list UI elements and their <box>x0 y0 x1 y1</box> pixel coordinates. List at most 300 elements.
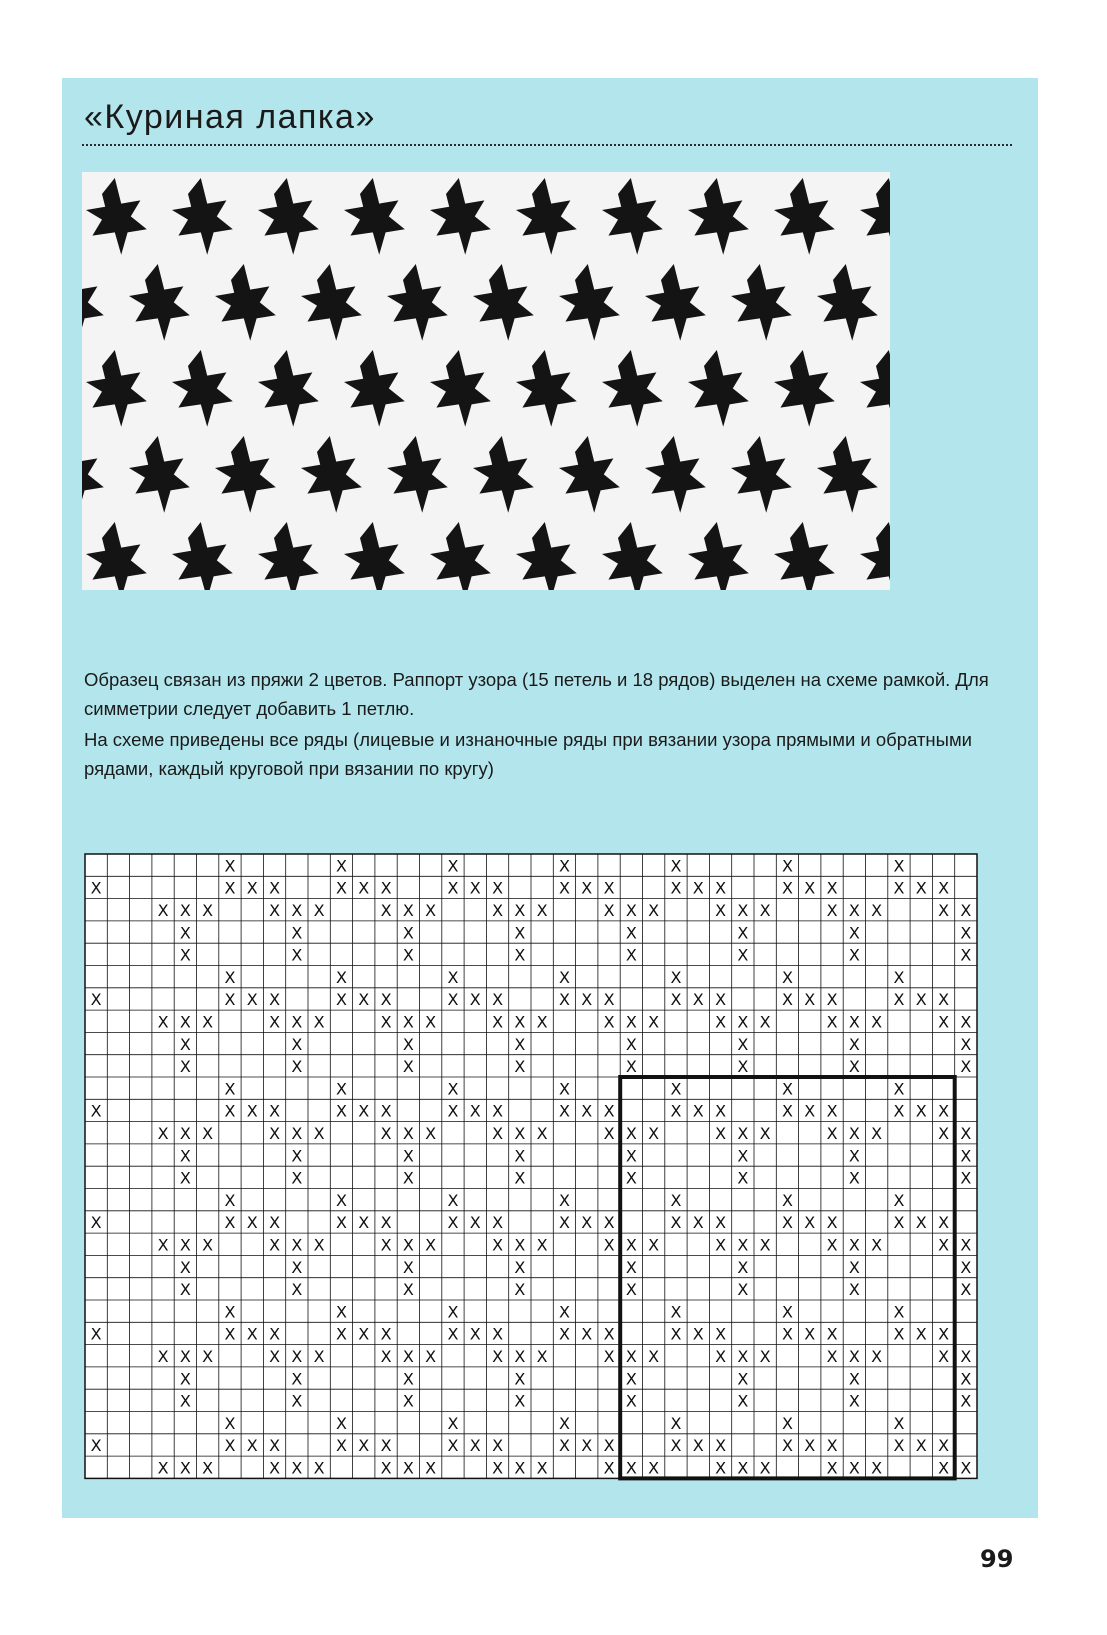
chart-cell-mark: X <box>692 1101 704 1121</box>
chart-cell-mark: X <box>960 1034 972 1054</box>
chart-cell-mark: X <box>692 1213 704 1233</box>
chart-cell-mark: X <box>581 1213 593 1233</box>
chart-cell-mark: X <box>781 967 793 987</box>
chart-cell-mark: X <box>804 1324 816 1344</box>
chart-cell-mark: X <box>938 878 950 898</box>
chart-cell-mark: X <box>960 1146 972 1166</box>
chart-cell-mark: X <box>402 1458 414 1478</box>
chart-cell-mark: X <box>558 856 570 876</box>
chart-cell-mark: X <box>269 1346 281 1366</box>
chart-cell-mark: X <box>291 1346 303 1366</box>
chart-cell-mark: X <box>781 1324 793 1344</box>
chart-cell-mark: X <box>603 1012 615 1032</box>
chart-cell-mark: X <box>737 1369 749 1389</box>
chart-cell-mark: X <box>625 1391 637 1411</box>
chart-cell-mark: X <box>246 878 258 898</box>
chart-cell-mark: X <box>179 1012 191 1032</box>
chart-cell-mark: X <box>848 1458 860 1478</box>
chart-cell-mark: X <box>893 967 905 987</box>
chart-cell-mark: X <box>581 1324 593 1344</box>
chart-cell-mark: X <box>715 1235 727 1255</box>
chart-cell-mark: X <box>380 1213 392 1233</box>
chart-cell-mark: X <box>938 900 950 920</box>
chart-cell-mark: X <box>915 990 927 1010</box>
chart-cell-mark: X <box>603 1324 615 1344</box>
chart-cell-mark: X <box>558 1190 570 1210</box>
chart-cell-mark: X <box>625 945 637 965</box>
chart-cell-mark: X <box>380 1458 392 1478</box>
chart-cell-mark: X <box>514 1235 526 1255</box>
chart-cell-mark: X <box>402 1123 414 1143</box>
chart-cell-mark: X <box>893 1213 905 1233</box>
chart-cell-mark: X <box>759 1458 771 1478</box>
chart-cell-mark: X <box>269 1123 281 1143</box>
chart-cell-mark: X <box>492 990 504 1010</box>
chart-cell-mark: X <box>804 1213 816 1233</box>
chart-cell-mark: X <box>603 990 615 1010</box>
chart-cell-mark: X <box>871 1123 883 1143</box>
chart-cell-mark: X <box>514 1012 526 1032</box>
chart-cell-mark: X <box>893 878 905 898</box>
chart-cell-mark: X <box>402 945 414 965</box>
chart-cell-mark: X <box>402 1034 414 1054</box>
chart-cell-mark: X <box>938 1436 950 1456</box>
chart-cell-mark: X <box>313 1123 325 1143</box>
chart-cell-mark: X <box>179 1123 191 1143</box>
chart-cell-mark: X <box>224 1324 236 1344</box>
chart-cell-mark: X <box>447 967 459 987</box>
chart-cell-mark: X <box>804 1101 816 1121</box>
chart-cell-mark: X <box>715 900 727 920</box>
chart-cell-mark: X <box>938 1123 950 1143</box>
chart-cell-mark: X <box>893 1413 905 1433</box>
chart-cell-mark: X <box>179 1458 191 1478</box>
chart-cell-mark: X <box>648 1346 660 1366</box>
chart-cell-mark: X <box>804 1436 816 1456</box>
chart-cell-mark: X <box>603 1235 615 1255</box>
chart-cell-mark: X <box>202 1123 214 1143</box>
chart-cell-mark: X <box>224 967 236 987</box>
chart-cell-mark: X <box>759 1235 771 1255</box>
chart-cell-mark: X <box>447 1302 459 1322</box>
chart-cell-mark: X <box>915 1436 927 1456</box>
chart-cell-mark: X <box>938 1346 950 1366</box>
chart-cell-mark: X <box>715 1324 727 1344</box>
chart-cell-mark: X <box>670 967 682 987</box>
chart-cell-mark: X <box>224 1079 236 1099</box>
chart-cell-mark: X <box>246 1213 258 1233</box>
chart-cell-mark: X <box>269 1101 281 1121</box>
chart-cell-mark: X <box>848 1012 860 1032</box>
chart-cell-mark: X <box>447 1213 459 1233</box>
chart-cell-mark: X <box>469 1101 481 1121</box>
chart-cell-mark: X <box>492 1324 504 1344</box>
chart-cell-mark: X <box>737 1168 749 1188</box>
chart-cell-mark: X <box>737 1012 749 1032</box>
chart-cell-mark: X <box>715 1436 727 1456</box>
chart-cell-mark: X <box>625 1235 637 1255</box>
chart-cell-mark: X <box>915 1101 927 1121</box>
chart-cell-mark: X <box>291 945 303 965</box>
chart-cell-mark: X <box>269 1235 281 1255</box>
chart-cell-mark: X <box>938 1101 950 1121</box>
chart-cell-mark: X <box>447 1324 459 1344</box>
chart-cell-mark: X <box>90 1101 102 1121</box>
knitting-chart <box>84 853 980 1481</box>
chart-cell-mark: X <box>581 1101 593 1121</box>
chart-cell-mark: X <box>625 1280 637 1300</box>
chart-cell-mark: X <box>603 1213 615 1233</box>
chart-cell-mark: X <box>938 1458 950 1478</box>
chart-cell-mark: X <box>536 1458 548 1478</box>
chart-cell-mark: X <box>692 990 704 1010</box>
chart-cell-mark: X <box>358 1436 370 1456</box>
chart-cell-mark: X <box>960 1346 972 1366</box>
chart-cell-mark: X <box>960 945 972 965</box>
chart-cell-mark: X <box>514 1146 526 1166</box>
chart-cell-mark: X <box>826 1012 838 1032</box>
chart-cell-mark: X <box>781 1302 793 1322</box>
chart-cell-mark: X <box>603 1123 615 1143</box>
chart-cell-mark: X <box>313 900 325 920</box>
chart-cell-mark: X <box>826 900 838 920</box>
chart-cell-mark: X <box>380 990 392 1010</box>
chart-cell-mark: X <box>848 1369 860 1389</box>
chart-cell-mark: X <box>380 878 392 898</box>
chart-cell-mark: X <box>402 1346 414 1366</box>
chart-cell-mark: X <box>335 1079 347 1099</box>
chart-cell-mark: X <box>781 1436 793 1456</box>
chart-cell-mark: X <box>90 1436 102 1456</box>
chart-cell-mark: X <box>737 1146 749 1166</box>
chart-cell-mark: X <box>157 1123 169 1143</box>
chart-cell-mark: X <box>492 1436 504 1456</box>
chart-cell-mark: X <box>358 1101 370 1121</box>
chart-cell-mark: X <box>848 945 860 965</box>
chart-cell-mark: X <box>358 1213 370 1233</box>
chart-cell-mark: X <box>291 1012 303 1032</box>
chart-cell-mark: X <box>402 923 414 943</box>
chart-cell-mark: X <box>402 1235 414 1255</box>
chart-cell-mark: X <box>402 1168 414 1188</box>
chart-cell-mark: X <box>269 1324 281 1344</box>
chart-cell-mark: X <box>625 1146 637 1166</box>
chart-cell-mark: X <box>313 1458 325 1478</box>
chart-cell-mark: X <box>625 1123 637 1143</box>
chart-cell-mark: X <box>737 945 749 965</box>
chart-cell-mark: X <box>715 1213 727 1233</box>
chart-cell-mark: X <box>737 900 749 920</box>
chart-cell-mark: X <box>179 1168 191 1188</box>
chart-cell-mark: X <box>625 900 637 920</box>
chart-cell-mark: X <box>737 1391 749 1411</box>
chart-cell-mark: X <box>492 1346 504 1366</box>
chart-cell-mark: X <box>558 1436 570 1456</box>
chart-cell-mark: X <box>224 1302 236 1322</box>
chart-cell-mark: X <box>447 990 459 1010</box>
chart-cell-mark: X <box>514 1458 526 1478</box>
chart-cell-mark: X <box>826 1346 838 1366</box>
chart-cell-mark: X <box>625 1346 637 1366</box>
chart-cell-mark: X <box>179 1369 191 1389</box>
chart-cell-mark: X <box>826 1458 838 1478</box>
chart-cell-mark: X <box>625 1257 637 1277</box>
chart-cell-mark: X <box>848 1235 860 1255</box>
chart-cell-mark: X <box>469 990 481 1010</box>
chart-cell-mark: X <box>915 1324 927 1344</box>
chart-cell-mark: X <box>558 967 570 987</box>
chart-cell-mark: X <box>402 1146 414 1166</box>
chart-cell-mark: X <box>648 1235 660 1255</box>
chart-cell-mark: X <box>759 1346 771 1366</box>
chart-cell-mark: X <box>402 1369 414 1389</box>
chart-cell-mark: X <box>202 1012 214 1032</box>
chart-cell-mark: X <box>536 900 548 920</box>
chart-cell-mark: X <box>558 990 570 1010</box>
chart-cell-mark: X <box>335 990 347 1010</box>
chart-cell-mark: X <box>692 1436 704 1456</box>
chart-cell-mark: X <box>759 1123 771 1143</box>
chart-cell-mark: X <box>157 1235 169 1255</box>
chart-cell-mark: X <box>514 1123 526 1143</box>
chart-cell-mark: X <box>224 1190 236 1210</box>
description-paragraph-1: Образец связан из пряжи 2 цветов. Раппорт узора (15 петель и 18 рядов) выделен на схеме рамкой. Для симметрии следует добавить 1 петлю. <box>84 669 989 719</box>
chart-cell-mark: X <box>269 1436 281 1456</box>
chart-cell-mark: X <box>558 1413 570 1433</box>
chart-cell-mark: X <box>447 856 459 876</box>
chart-cell-mark: X <box>269 990 281 1010</box>
chart-cell-mark: X <box>492 1213 504 1233</box>
chart-cell-mark: X <box>960 1012 972 1032</box>
chart-cell-mark: X <box>90 1324 102 1344</box>
chart-cell-mark: X <box>514 1257 526 1277</box>
chart-cell-mark: X <box>335 1213 347 1233</box>
chart-cell-mark: X <box>848 1280 860 1300</box>
chart-cell-mark: X <box>871 1458 883 1478</box>
chart-cell-mark: X <box>737 1057 749 1077</box>
chart-cell-mark: X <box>492 1012 504 1032</box>
description-paragraph-2: На схеме приведены все ряды (лицевые и изнаночные ряды при вязании узора прямыми и обратными рядами, каждый круговой при вязании по кругу) <box>84 729 972 779</box>
chart-cell-mark: X <box>402 1391 414 1411</box>
chart-cell-mark: X <box>291 923 303 943</box>
chart-cell-mark: X <box>893 1302 905 1322</box>
chart-cell-mark: X <box>826 878 838 898</box>
chart-cell-mark: X <box>335 856 347 876</box>
chart-cell-mark: X <box>492 900 504 920</box>
chart-cell-mark: X <box>224 1213 236 1233</box>
chart-cell-mark: X <box>269 1458 281 1478</box>
chart-cell-mark: X <box>715 1346 727 1366</box>
chart-cell-mark: X <box>737 1257 749 1277</box>
chart-cell-mark: X <box>157 900 169 920</box>
chart-cell-mark: X <box>291 1458 303 1478</box>
chart-cell-mark: X <box>960 1235 972 1255</box>
chart-cell-mark: X <box>514 1369 526 1389</box>
chart-cell-mark: X <box>737 1123 749 1143</box>
title-divider <box>82 144 1012 146</box>
chart-cell-mark: X <box>358 990 370 1010</box>
chart-cell-mark: X <box>380 1324 392 1344</box>
chart-cell-mark: X <box>915 878 927 898</box>
chart-cell-mark: X <box>179 1235 191 1255</box>
chart-cell-mark: X <box>202 1346 214 1366</box>
chart-cell-mark: X <box>291 1146 303 1166</box>
chart-cell-mark: X <box>960 1458 972 1478</box>
chart-cell-mark: X <box>514 945 526 965</box>
chart-cell-mark: X <box>335 1413 347 1433</box>
chart-cell-mark: X <box>246 1324 258 1344</box>
chart-cell-mark: X <box>291 1057 303 1077</box>
chart-cell-mark: X <box>447 1190 459 1210</box>
chart-cell-mark: X <box>425 900 437 920</box>
chart-cell-mark: X <box>715 1123 727 1143</box>
chart-cell-mark: X <box>581 1436 593 1456</box>
chart-cell-mark: X <box>291 900 303 920</box>
chart-cell-mark: X <box>893 1079 905 1099</box>
chart-cell-mark: X <box>692 1324 704 1344</box>
chart-cell-mark: X <box>558 1324 570 1344</box>
chart-cell-mark: X <box>224 990 236 1010</box>
chart-cell-mark: X <box>469 1324 481 1344</box>
chart-cell-mark: X <box>603 878 615 898</box>
chart-cell-mark: X <box>781 1079 793 1099</box>
chart-cell-mark: X <box>179 945 191 965</box>
chart-cell-mark: X <box>670 1436 682 1456</box>
chart-cell-mark: X <box>402 1280 414 1300</box>
chart-cell-mark: X <box>335 1101 347 1121</box>
chart-cell-mark: X <box>469 1213 481 1233</box>
chart-cell-mark: X <box>179 1034 191 1054</box>
chart-cell-mark: X <box>670 1079 682 1099</box>
chart-cell-mark: X <box>670 1190 682 1210</box>
chart-cell-mark: X <box>848 1034 860 1054</box>
chart-cell-mark: X <box>960 1391 972 1411</box>
chart-cell-mark: X <box>425 1012 437 1032</box>
chart-cell-mark: X <box>670 878 682 898</box>
chart-cell-mark: X <box>514 900 526 920</box>
chart-cell-mark: X <box>960 1369 972 1389</box>
chart-cell-mark: X <box>804 990 816 1010</box>
chart-cell-mark: X <box>90 990 102 1010</box>
chart-cell-mark: X <box>781 856 793 876</box>
page-title: «Куриная лапка» <box>84 98 376 136</box>
chart-cell-mark: X <box>603 1346 615 1366</box>
chart-cell-mark: X <box>246 1436 258 1456</box>
chart-cell-mark: X <box>425 1458 437 1478</box>
chart-cell-mark: X <box>514 1391 526 1411</box>
chart-cell-mark: X <box>737 1280 749 1300</box>
chart-cell-mark: X <box>558 1213 570 1233</box>
houndstooth-knit-photo <box>82 172 890 590</box>
chart-cell-mark: X <box>536 1235 548 1255</box>
chart-cell-mark: X <box>202 900 214 920</box>
chart-cell-mark: X <box>492 1235 504 1255</box>
chart-cell-mark: X <box>893 856 905 876</box>
chart-cell-mark: X <box>447 1079 459 1099</box>
chart-cell-mark: X <box>759 1012 771 1032</box>
chart-cell-mark: X <box>269 878 281 898</box>
chart-cell-mark: X <box>625 1012 637 1032</box>
chart-cell-mark: X <box>670 1213 682 1233</box>
chart-cell-mark: X <box>871 1346 883 1366</box>
chart-cell-mark: X <box>781 1413 793 1433</box>
chart-cell-mark: X <box>804 878 816 898</box>
chart-cell-mark: X <box>715 1012 727 1032</box>
chart-cell-mark: X <box>581 990 593 1010</box>
chart-cell-mark: X <box>536 1346 548 1366</box>
chart-cell-mark: X <box>648 1012 660 1032</box>
chart-cell-mark: X <box>781 990 793 1010</box>
chart-cell-mark: X <box>960 1123 972 1143</box>
chart-cell-mark: X <box>893 1101 905 1121</box>
chart-cell-mark: X <box>402 1257 414 1277</box>
chart-cell-mark: X <box>514 1034 526 1054</box>
chart-cell-mark: X <box>848 1346 860 1366</box>
chart-cell-mark: X <box>469 878 481 898</box>
chart-cell-mark: X <box>313 1235 325 1255</box>
chart-cell-mark: X <box>558 1302 570 1322</box>
chart-cell-mark: X <box>826 1324 838 1344</box>
chart-cell-mark: X <box>625 1458 637 1478</box>
chart-cell-mark: X <box>179 1346 191 1366</box>
chart-cell-mark: X <box>960 1168 972 1188</box>
chart-cell-mark: X <box>715 878 727 898</box>
chart-cell-mark: X <box>380 1123 392 1143</box>
chart-cell-mark: X <box>447 1436 459 1456</box>
chart-cell-mark: X <box>625 1369 637 1389</box>
chart-cell-mark: X <box>648 1458 660 1478</box>
chart-cell-mark: X <box>960 1280 972 1300</box>
chart-cell-mark: X <box>625 1168 637 1188</box>
chart-cell-mark: X <box>848 1057 860 1077</box>
chart-cell-mark: X <box>291 1391 303 1411</box>
chart-cell-mark: X <box>269 1012 281 1032</box>
chart-cell-mark: X <box>291 1034 303 1054</box>
chart-cell-mark: X <box>915 1213 927 1233</box>
chart-cell-mark: X <box>871 1012 883 1032</box>
chart-cell-mark: X <box>202 1235 214 1255</box>
chart-cell-mark: X <box>848 1146 860 1166</box>
chart-cell-mark: X <box>224 878 236 898</box>
chart-cell-mark: X <box>425 1346 437 1366</box>
chart-cell-mark: X <box>960 1257 972 1277</box>
chart-cell-mark: X <box>848 1391 860 1411</box>
chart-cell-mark: X <box>603 1436 615 1456</box>
chart-cell-mark: X <box>692 878 704 898</box>
chart-cell-mark: X <box>826 990 838 1010</box>
chart-cell-mark: X <box>938 1012 950 1032</box>
chart-cell-mark: X <box>335 1190 347 1210</box>
chart-cell-mark: X <box>536 1123 548 1143</box>
chart-cell-mark: X <box>492 1101 504 1121</box>
chart-cell-mark: X <box>224 856 236 876</box>
chart-cell-mark: X <box>514 1057 526 1077</box>
chart-cell-mark: X <box>335 1436 347 1456</box>
chart-cell-mark: X <box>402 1057 414 1077</box>
chart-cell-mark: X <box>425 1235 437 1255</box>
chart-cell-mark: X <box>447 878 459 898</box>
chart-cell-mark: X <box>938 1213 950 1233</box>
chart-cell-mark: X <box>603 900 615 920</box>
chart-cell-mark: X <box>759 900 771 920</box>
chart-cell-mark: X <box>179 923 191 943</box>
chart-cell-mark: X <box>335 967 347 987</box>
chart-cell-mark: X <box>893 1324 905 1344</box>
chart-cell-mark: X <box>90 878 102 898</box>
chart-cell-mark: X <box>625 1057 637 1077</box>
chart-cell-mark: X <box>715 990 727 1010</box>
chart-cell-mark: X <box>313 1346 325 1366</box>
